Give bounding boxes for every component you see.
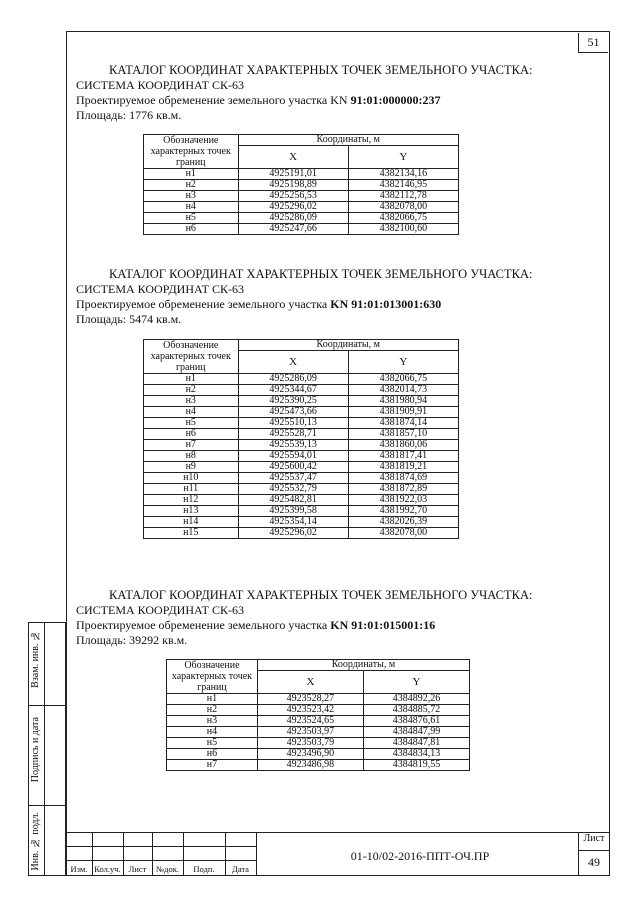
header-y: Y: [363, 671, 469, 694]
coord-y: 4381909,91: [348, 407, 458, 418]
coordinate-system: СИСТЕМА КООРДИНАТ СК-63: [76, 603, 244, 617]
table-row: [144, 396, 459, 407]
table-row: [167, 727, 470, 738]
coords-table-2: [143, 339, 459, 539]
stamp-col-kol: Кол.уч.: [94, 864, 121, 874]
page-number: 51: [578, 33, 608, 53]
coord-y: 4384847,99: [363, 727, 469, 738]
stamp-line: [66, 832, 610, 833]
point-id: н1: [144, 374, 239, 385]
encumbrance-line: [76, 93, 596, 108]
point-id: н8: [144, 451, 239, 462]
header-point-label: Обозначение характерных точек границ: [144, 340, 239, 374]
coord-x: 4923524,65: [257, 716, 363, 727]
point-id: н5: [144, 418, 239, 429]
left-sidebar: [28, 622, 66, 876]
table-row: [144, 462, 459, 473]
point-id: н4: [144, 202, 239, 213]
table-row: [144, 495, 459, 506]
encumbrance-text: Проектируемое обременение земельного участка KN: [76, 93, 351, 107]
catalog-3-header: [76, 588, 596, 648]
coord-y: 4384834,13: [363, 749, 469, 760]
coord-x: 4925528,71: [238, 429, 348, 440]
table-row: [144, 440, 459, 451]
sidebar-divider: [29, 705, 46, 706]
point-id: н12: [144, 495, 239, 506]
point-id: н15: [144, 528, 239, 539]
table-row: [167, 694, 470, 705]
coord-y: 4382066,75: [348, 213, 458, 224]
sidebar-value-column: [45, 622, 66, 876]
stamp-col-ndok: №док.: [156, 864, 179, 874]
header-coordinates: Координаты, м: [257, 660, 469, 671]
coord-x: 4925532,79: [238, 484, 348, 495]
sidebar-divider: [45, 705, 66, 706]
stamp-line: [256, 832, 257, 876]
coord-y: 4381860,06: [348, 440, 458, 451]
cadastral-number: KN 91:01:013001:630: [330, 297, 442, 311]
table-row: [167, 749, 470, 760]
stamp-line: [66, 860, 256, 861]
coordinate-system: СИСТЕМА КООРДИНАТ СК-63: [76, 78, 244, 92]
coord-y: 4382078,00: [348, 528, 458, 539]
area-line: Площадь: 39292 кв.м.: [76, 633, 188, 647]
coord-x: 4925344,67: [238, 385, 348, 396]
coord-y: 4382014,73: [348, 385, 458, 396]
point-id: н3: [167, 716, 258, 727]
sidebar-label-replacement-inv: Взам. инв. №: [30, 630, 41, 688]
area-line: Площадь: 5474 кв.м.: [76, 312, 182, 326]
header-point-label: Обозначение характерных точек границ: [144, 135, 239, 169]
stamp-col-izm: Изм.: [70, 864, 88, 874]
coord-x: 4925247,66: [238, 224, 348, 235]
coord-x: 4925594,01: [238, 451, 348, 462]
point-id: н3: [144, 191, 239, 202]
header-point-label: Обозначение характерных точек границ: [167, 660, 258, 694]
coord-y: 4381980,94: [348, 396, 458, 407]
point-id: н5: [167, 738, 258, 749]
point-id: н4: [167, 727, 258, 738]
table-header-row: [144, 340, 459, 351]
point-id: н2: [144, 385, 239, 396]
point-id: н13: [144, 506, 239, 517]
sidebar-label-signature-date: Подпись и дата: [30, 717, 41, 783]
table-row: [144, 202, 459, 213]
stamp-line: [578, 850, 610, 851]
cadastral-number: KN 91:01:015001:16: [330, 618, 436, 632]
cadastral-number: 91:01:000000:237: [350, 93, 441, 107]
point-id: н7: [167, 760, 258, 771]
point-id: н5: [144, 213, 239, 224]
coord-x: 4925537,47: [238, 473, 348, 484]
table-row: [144, 506, 459, 517]
coord-y: 4381992,70: [348, 506, 458, 517]
coords-table-3: [166, 659, 470, 771]
header-x: X: [238, 351, 348, 374]
coord-y: 4381874,14: [348, 418, 458, 429]
point-id: н3: [144, 396, 239, 407]
coord-x: 4925390,25: [238, 396, 348, 407]
point-id: н2: [167, 705, 258, 716]
coord-y: 4384847,81: [363, 738, 469, 749]
coord-y: 4384876,61: [363, 716, 469, 727]
coord-x: 4925399,58: [238, 506, 348, 517]
coord-x: 4925286,09: [238, 374, 348, 385]
table-row: [144, 374, 459, 385]
coord-x: 4923523,42: [257, 705, 363, 716]
encumbrance-text: Проектируемое обременение земельного участка: [76, 618, 331, 632]
coord-x: 4925286,09: [238, 213, 348, 224]
coord-y: 4382100,60: [348, 224, 458, 235]
coord-x: 4923503,97: [257, 727, 363, 738]
coord-y: 4382146,95: [348, 180, 458, 191]
coord-x: 4923496,90: [257, 749, 363, 760]
encumbrance-text: Проектируемое обременение земельного участка: [76, 297, 331, 311]
coord-x: 4925256,53: [238, 191, 348, 202]
coord-x: 4925198,89: [238, 180, 348, 191]
coord-y: 4382078,00: [348, 202, 458, 213]
table-row: [144, 213, 459, 224]
coord-y: 4384892,26: [363, 694, 469, 705]
catalog-1-header: [76, 63, 596, 123]
stamp-col-podp: Подп.: [193, 864, 215, 874]
area-line: Площадь: 1776 кв.м.: [76, 108, 182, 122]
table-row: [144, 169, 459, 180]
coord-y: 4381922,03: [348, 495, 458, 506]
coord-x: 4925296,02: [238, 202, 348, 213]
coord-x: 4925482,81: [238, 495, 348, 506]
catalog-2-header: [76, 267, 596, 327]
table-row: [144, 407, 459, 418]
coord-x: 4925510,13: [238, 418, 348, 429]
point-id: н2: [144, 180, 239, 191]
table-row: [144, 528, 459, 539]
point-id: н9: [144, 462, 239, 473]
header-y: Y: [348, 351, 458, 374]
coord-x: 4925296,02: [238, 528, 348, 539]
point-id: н6: [144, 224, 239, 235]
table-row: [144, 224, 459, 235]
header-coordinates: Координаты, м: [238, 135, 459, 146]
stamp-line: [66, 846, 256, 847]
coord-x: 4923503,79: [257, 738, 363, 749]
table-row: [167, 738, 470, 749]
encumbrance-line: [76, 618, 596, 633]
point-id: н7: [144, 440, 239, 451]
document-code: 01-10/02-2016-ППТ-ОЧ.ПР: [350, 849, 490, 863]
coord-x: 4925600,42: [238, 462, 348, 473]
sidebar-label-original-inv: Инв. № подл.: [30, 812, 41, 871]
table-row: [144, 429, 459, 440]
coord-x: 4925354,14: [238, 517, 348, 528]
table-row: [167, 760, 470, 771]
coord-x: 4925473,66: [238, 407, 348, 418]
encumbrance-line: [76, 297, 596, 312]
coord-x: 4925539,13: [238, 440, 348, 451]
table-row: [144, 517, 459, 528]
coord-x: 4925191,01: [238, 169, 348, 180]
coord-y: 4382066,75: [348, 374, 458, 385]
table-row: [144, 191, 459, 202]
sheet-number: 49: [588, 855, 600, 869]
coord-y: 4382134,16: [348, 169, 458, 180]
table-header-row: [144, 135, 459, 146]
coord-x: 4923528,27: [257, 694, 363, 705]
coordinate-system: СИСТЕМА КООРДИНАТ СК-63: [76, 282, 244, 296]
table-row: [144, 451, 459, 462]
point-id: н14: [144, 517, 239, 528]
sidebar-divider: [29, 805, 46, 806]
coord-y: 4381817,41: [348, 451, 458, 462]
coord-y: 4381819,21: [348, 462, 458, 473]
coord-y: 4384819,55: [363, 760, 469, 771]
stamp-col-list: Лист: [128, 864, 147, 874]
table-row: [167, 716, 470, 727]
catalog-title: КАТАЛОГ КООРДИНАТ ХАРАКТЕРНЫХ ТОЧЕК ЗЕМЕЛЬНОГО УЧАСТКА:: [109, 588, 533, 602]
sheet-label: Лист: [583, 833, 605, 844]
table-row: [144, 484, 459, 495]
table-row: [167, 705, 470, 716]
point-id: н11: [144, 484, 239, 495]
point-id: н6: [167, 749, 258, 760]
header-y: Y: [348, 146, 458, 169]
table-header-row: [167, 660, 470, 671]
coord-y: 4381872,89: [348, 484, 458, 495]
coord-y: 4382026,39: [348, 517, 458, 528]
coord-x: 4923486,98: [257, 760, 363, 771]
coord-y: 4381874,69: [348, 473, 458, 484]
table-row: [144, 418, 459, 429]
point-id: н6: [144, 429, 239, 440]
coords-table-1: [143, 134, 459, 235]
point-id: н4: [144, 407, 239, 418]
sidebar-divider: [45, 805, 66, 806]
point-id: н1: [167, 694, 258, 705]
catalog-title: КАТАЛОГ КООРДИНАТ ХАРАКТЕРНЫХ ТОЧЕК ЗЕМЕЛЬНОГО УЧАСТКА:: [109, 63, 533, 77]
point-id: н1: [144, 169, 239, 180]
coord-y: 4384885,72: [363, 705, 469, 716]
header-x: X: [238, 146, 348, 169]
header-x: X: [257, 671, 363, 694]
stamp-col-data: Дата: [232, 864, 249, 874]
table-row: [144, 180, 459, 191]
table-row: [144, 385, 459, 396]
catalog-title: КАТАЛОГ КООРДИНАТ ХАРАКТЕРНЫХ ТОЧЕК ЗЕМЕЛЬНОГО УЧАСТКА:: [109, 267, 533, 281]
table-row: [144, 473, 459, 484]
point-id: н10: [144, 473, 239, 484]
coord-y: 4381857,10: [348, 429, 458, 440]
header-coordinates: Координаты, м: [238, 340, 459, 351]
coord-y: 4382112,78: [348, 191, 458, 202]
